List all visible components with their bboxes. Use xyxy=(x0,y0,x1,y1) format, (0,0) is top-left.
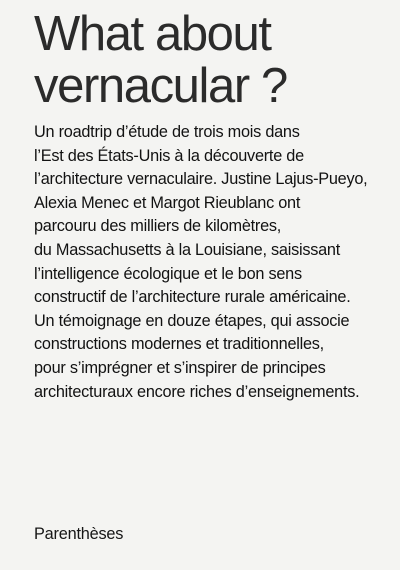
description-line-8: constructif de l’architecture rurale américaine. xyxy=(34,288,351,307)
book-title xyxy=(34,8,287,112)
description-line-11: pour s’imprégner et s’inspirer de principes xyxy=(34,358,326,377)
title-line-2: vernacular ? xyxy=(34,59,287,113)
description-line-12: architecturaux encore riches d’enseignements. xyxy=(34,382,360,401)
description-line-2: l’Est des États-Unis à la découverte de xyxy=(34,146,304,165)
publisher-name: Parenthèses xyxy=(34,525,124,543)
description-line-5: parcouru des milliers de kilomètres, xyxy=(34,217,282,236)
book-description xyxy=(34,121,394,404)
description-line-9: Un témoignage en douze étapes, qui associe xyxy=(34,311,350,330)
description-line-1: Un roadtrip d’étude de trois mois dans xyxy=(34,123,300,141)
description-line-10: constructions modernes et traditionnelles, xyxy=(34,335,324,354)
title-line-1: What about xyxy=(34,7,271,61)
description-line-7: l’intelligence écologique et le bon sens xyxy=(34,264,302,283)
description-line-6: du Massachusetts à la Louisiane, saisissant xyxy=(34,240,341,259)
description-line-4: Alexia Menec et Margot Rieublanc ont xyxy=(34,193,301,212)
description-line-3: l’architecture vernaculaire. Justine Lajus-Pueyo, xyxy=(34,170,368,189)
